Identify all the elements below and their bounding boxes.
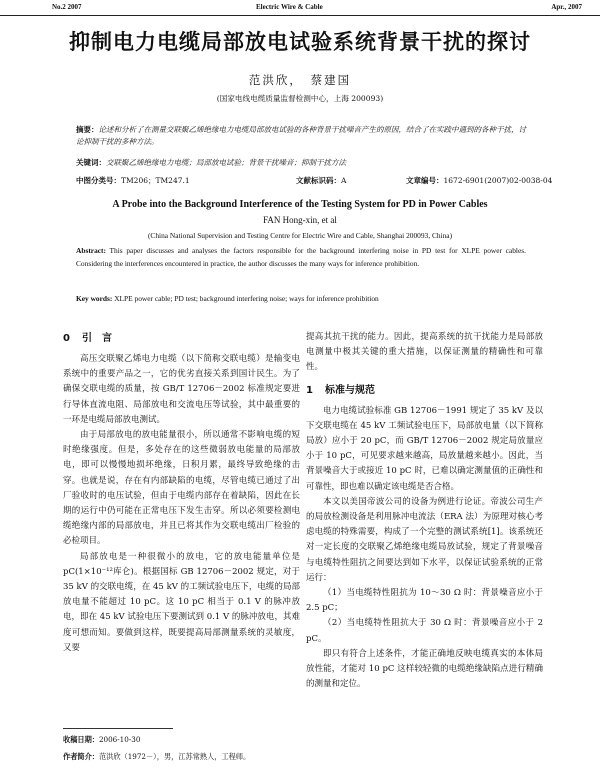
clc-label: 中图分类号： — [76, 176, 121, 185]
journal-name: Electric Wire & Cable — [256, 3, 323, 11]
section-title: 标准与规范 — [324, 384, 375, 396]
footnote-divider — [63, 728, 173, 729]
paragraph: 由于局部放电的放电能量很小，所以通常不影响电缆的短时绝缘强度。但是，多处存在的这些微弱放电能量的局部放电，即可以慢慢地损坏绝缘，日积月累，最终导致绝缘的击穿。也就是说，存在有内部缺陷的电缆，尽管电缆已通过了出厂验收时的电压试验，但由于电缆内部存在着缺陷，因此在长期的运行中仍可能在正常电压下发生击穿。所以必须要检测电缆绝缘内部的局部放电，并且已将其作为交联电缆出厂检验的必检项目。 — [63, 430, 300, 547]
affiliation: (国家电线电缆质量监督检测中心，上海 200093) — [216, 94, 384, 103]
article-number — [406, 175, 552, 186]
list-item: （2）当电缆特性阻抗大于 30 Ω 时：背景噪音应小于 2 pC。 — [306, 618, 543, 644]
paragraph: 高压交联聚乙烯电力电缆（以下简称交联电缆）是输变电系统中的重要产品之一，它的优劣直接关系到国计民生。为了确保交联电缆的质量，按 GB/T 12706－2002 标准规定要进行导体直流电阻、局部放电和交流电压等试验，其中最重要的一环是电缆局部放电测试。 — [63, 354, 300, 425]
paragraph: 电力电缆试验标准 GB 12706－1991 规定了 35 kV 及以下交联电缆在 45 kV 工频试验电压下，局部放电量（以下简称局放）应小于 20 pC，而 GB/T 12706－2002 规定局放量应小于 10 pC，可见要求越来越高，局放量越来越小。因此，当背景噪音大于或接近 10 pC 时，已难以确定测量值的正确性和可靠性，即也难以确定该电缆是否合格。 — [306, 405, 543, 492]
paragraph: 即只有符合上述条件，才能正确地反映电缆真实的本体局放性能，才能对 10 pC 这样较轻微的电缆绝缘缺陷点进行精确的测量和定位。 — [306, 648, 543, 690]
bio-text: 范洪欣（1972－），男，江苏常熟人，工程师。 — [98, 752, 251, 761]
list-item: （1）当电缆特性阻抗为 10～30 Ω 时：背景噪音应小于 2.5 pC； — [306, 588, 543, 614]
paragraph: 本文以美国帝波公司的设备为例进行论证。帝波公司生产的局放检测设备是利用脉冲电流法（ERA 法）为原理对核心考虑电缆的特殊需要，构成了一个完整的测试系统[1]。该系统还对一定长度的交联聚乙烯绝缘电缆局放试验，规定了背景噪音与电缆特性阻抗之间要达到如下水平，以保证试验系统的正常运行： — [306, 496, 543, 583]
english-abstract-text: This paper discusses and analyses the factors responsible for the background interfering noise in PD test for XLPE power cables. Considering the interferences encountered in practice, the author discusses the many ways for inference prohibition. — [76, 246, 526, 268]
chinese-abstract-text: 论述和分析了在测量交联聚乙烯绝缘电力电缆局部放电试验的各种背景干扰噪音产生的原因，结合了在实践中遇到的各种干扰，讨论抑制干扰的多种方法。 — [76, 125, 526, 146]
footnote-received — [63, 735, 303, 745]
chinese-abstract — [76, 124, 526, 148]
received-label: 收稿日期： — [63, 735, 99, 744]
chinese-abstract-label: 摘要： — [76, 125, 99, 134]
paragraph: 局部放电是一种很微小的放电，它的放电能量单位是 pC(1×10⁻¹²库仑)。根据国标 GB 12706－2002 规定，对于 35 kV 的交联电缆，在 45 kV 的工频试验电压下，电缆的局部放电量不能超过 10 pC。这 10 pC 相当于 0.1 V 的脉冲放电，即在 45 kV 试验电压下要测试到 0.1 V 的脉冲放电，其难度可想而知。要做到这样，既要提高局部测量系统的灵敏度，又要 — [63, 551, 300, 653]
document-code — [296, 175, 346, 186]
right-column — [306, 330, 543, 692]
chinese-keywords — [76, 157, 526, 169]
issue-date: Apr., 2007 — [551, 3, 582, 11]
english-title: A Probe into the Background Interference of the Testing System for PD in Power Cables — [112, 199, 488, 210]
english-keywords — [76, 293, 526, 305]
running-header — [0, 0, 600, 16]
paper-title: 抑制电力电缆局部放电试验系统背景干扰的探讨 — [69, 29, 531, 54]
section-heading-standards — [306, 384, 543, 398]
clc-value: TM206；TM247.1 — [121, 176, 190, 185]
article-number-label: 文章编号： — [406, 176, 444, 185]
english-keywords-label: Key words: — [76, 294, 113, 303]
chinese-keywords-label: 关键词： — [76, 158, 106, 167]
section-heading-introduction — [63, 332, 300, 346]
article-number-value: 1672-6901(2007)02-0038-04 — [443, 176, 553, 185]
left-column — [63, 330, 300, 656]
footnote-author-bio — [63, 752, 303, 762]
document-code-label: 文献标识码： — [296, 176, 341, 185]
section-title: 引 言 — [81, 333, 112, 344]
clc-number — [76, 175, 190, 186]
english-keywords-text: XLPE power cable; PD test; background interfering noise; ways for inference prohibition — [114, 294, 379, 303]
received-date: 2006-10-30 — [98, 735, 141, 744]
english-affiliation: (China National Supervision and Testing Centre for Electric Wire and Cable, Shanghai 200093, China) — [147, 231, 453, 240]
issue-number: No.2 2007 — [52, 3, 82, 11]
english-abstract — [76, 245, 526, 270]
english-author: FAN Hong-xin, et al — [263, 215, 337, 225]
section-number: 1 — [306, 384, 313, 396]
authors: 范洪欣， 蔡建国 — [248, 73, 352, 87]
document-code-value: A — [341, 176, 347, 185]
chinese-keywords-text: 交联聚乙烯绝缘电力电缆；局部放电试验；背景干扰噪音；抑制干扰方法 — [106, 158, 346, 167]
paragraph-continued: 提高其抗干扰的能力。因此，提高系统的抗干扰能力是局部放电测量中极其关键的重大措施，以保证测量的精确性和可靠性。 — [306, 332, 543, 373]
english-abstract-label: Abstract: — [76, 246, 106, 255]
section-number: 0 — [63, 333, 70, 344]
bio-label: 作者简介： — [63, 752, 99, 761]
